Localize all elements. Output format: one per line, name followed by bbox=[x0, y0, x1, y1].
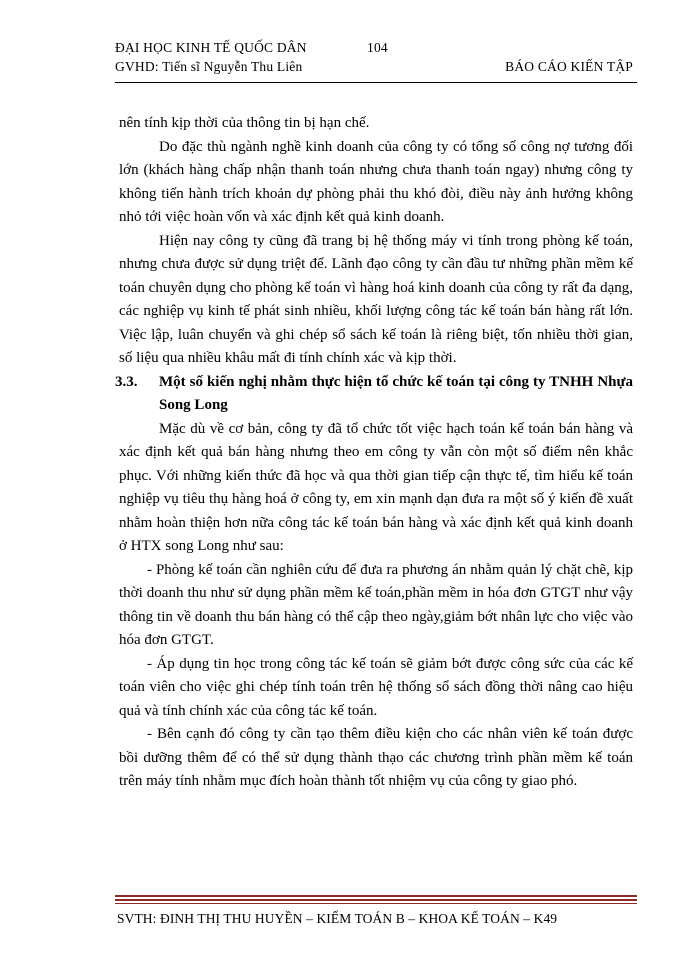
footer-divider bbox=[115, 903, 637, 904]
paragraph: Do đặc thù ngành nghề kinh doanh của công ty có tổng số công nợ tương đối lớn (khách hàng chấp nhận thanh toán nhưng chưa thanh toán ngay) nhưng công ty không tiến hành trích khoản dự phòng phải thu khó đòi, điều này ảnh hưởng không nhỏ tới việc hoàn vốn và xác định kết quả kinh doanh. bbox=[119, 138, 633, 225]
page-header bbox=[115, 40, 635, 86]
footer-divider bbox=[115, 899, 637, 901]
page-footer: SVTH: ĐINH THỊ THU HUYỀN – KIỂM TOÁN B – KHOA KẾ TOÁN – K49 bbox=[117, 911, 558, 926]
paragraph: Hiện nay công ty cũng đã trang bị hệ thống máy vi tính trong phòng kế toán, nhưng chưa được sử dụng triệt để. Lãnh đạo công ty cần đầu tư những phần mềm kế toán chuyên dụng cho phòng kế toán vì hàng hoá kinh doanh của công ty rất đa dạng, các nghiệp vụ kinh tế phát sinh nhiều, khối lượng công tác kế toán bán hàng rất lớn. Việc lập, luân chuyển và ghi chép sổ sách kế toán là riêng biệt, tốn nhiều thời gian, số liệu qua nhiều khâu mất đi tính chính xác và kịp thời. bbox=[119, 232, 633, 366]
list-item: - Áp dụng tin học trong công tác kế toán sẽ giảm bớt được công sức của các kế toán viên cho việc ghi chép tính toán trên hệ thống sổ sách đồng thời nâng cao hiệu quả và tính chính xác của công tác kế toán. bbox=[119, 655, 633, 719]
section-title: Một số kiến nghị nhằm thực hiện tổ chức kế toán tại công ty TNHH Nhựa Song Long bbox=[159, 373, 633, 413]
paragraph: nên tính kịp thời của thông tin bị hạn chế. bbox=[119, 115, 370, 131]
header-divider bbox=[115, 82, 637, 83]
university-name: ĐẠI HỌC KINH TẾ QUỐC DÂN bbox=[115, 40, 307, 55]
page-number: 104 bbox=[367, 40, 388, 55]
supervisor-line: GVHD: Tiến sĩ Nguyễn Thu Liên bbox=[115, 59, 303, 74]
page-body bbox=[115, 112, 633, 794]
report-type: BÁO CÁO KIẾN TẬP bbox=[505, 59, 633, 74]
paragraph: Mặc dù về cơ bản, công ty đã tổ chức tốt việc hạch toán kế toán bán hàng và xác định kết quả bán hàng nhưng theo em công ty vẫn còn một số điểm nên khắc phục. Với những kiến thức đã học và qua thời gian tiếp cận thực tế, tìm hiểu kế toán nghiệp vụ tiêu thụ hàng hoá ở công ty, em xin mạnh dạn đưa ra một số ý kiến đề xuất nhằm hoàn thiện hơn nữa công tác kế toán bán hàng và xác định kết quả kinh doanh ở HTX song Long như sau: bbox=[119, 420, 633, 554]
footer-divider bbox=[115, 895, 637, 897]
section-heading bbox=[115, 371, 633, 418]
list-item: - Phòng kế toán cần nghiên cứu để đưa ra phương án nhằm quản lý chặt chẽ, kịp thời doanh thu như sử dụng phần mềm kế toán,phần mềm in hóa đơn GTGT như vậy thông tin về doanh thu bán hàng có thể cập theo ngày,giảm bớt nhân lực cho việc vào hóa đơn GTGT. bbox=[119, 561, 633, 648]
list-item: - Bên cạnh đó công ty cần tạo thêm điều kiện cho các nhân viên kế toán được bồi dưỡng thêm để có thể sử dụng thành thạo các chương trình phần mềm kế toán trên máy tính nhằm mục đích hoàn thành tốt nhiệm vụ của công ty giao phó. bbox=[119, 726, 633, 789]
section-number: 3.3. bbox=[115, 373, 138, 390]
